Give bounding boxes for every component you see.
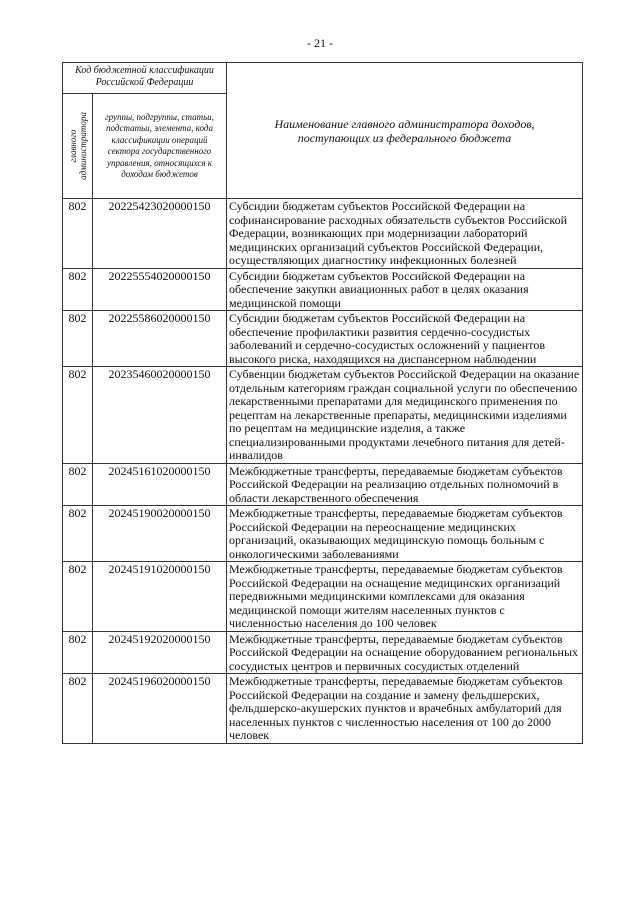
admin-code-cell: 802 <box>63 463 93 506</box>
admin-code-cell: 802 <box>63 674 93 744</box>
header-code-group: Код бюджетной классификации Российской Федерации <box>63 63 227 94</box>
table-row <box>63 674 583 744</box>
classification-code-cell: 20225586020000150 <box>93 311 227 367</box>
table-row <box>63 562 583 632</box>
classification-code-cell: 20245190020000150 <box>93 506 227 562</box>
income-name-cell: Межбюджетные трансферты, передаваемые бюджетам субъектов Российской Федерации на оснащение медицинских организаций передвижными медицинскими комплексами для оказания медицинской помощи жителям населенных пунктов с численностью населения до 100 человек <box>227 562 583 632</box>
header-name-text: Наименование главного администратора доходов, поступающих из федерального бюджета <box>274 116 535 145</box>
income-name-cell: Субсидии бюджетам субъектов Российской Федерации на обеспечение профилактики развития сердечно-сосудистых заболеваний и сердечно-сосудистых осложнений у пациентов высокого риска, находящихся на диспансерном наблюдении <box>227 311 583 367</box>
table-row <box>63 311 583 367</box>
table-body <box>63 199 583 744</box>
header-name-column <box>227 63 583 199</box>
admin-code-cell: 802 <box>63 268 93 311</box>
classification-code-cell: 20245191020000150 <box>93 562 227 632</box>
income-name-cell: Субвенции бюджетам субъектов Российской Федерации на оказание отдельным категориям граждан социальной услуги по обеспечению лекарственными препаратами для медицинского применения по рецептам на лекарственные препараты, медицинскими изделиями по рецептам на медицинские изделия, а также специализированными продуктами лечебного питания для детей-инвалидов <box>227 367 583 464</box>
admin-code-cell: 802 <box>63 367 93 464</box>
table-row <box>63 367 583 464</box>
table-row <box>63 506 583 562</box>
header-admin-text: главного администратора <box>67 112 88 180</box>
admin-code-cell: 802 <box>63 199 93 269</box>
income-name-cell: Межбюджетные трансферты, передаваемые бюджетам субъектов Российской Федерации на переоснащение медицинских организаций, оказывающих медицинскую помощь больным с онкологическими заболеваниями <box>227 506 583 562</box>
admin-code-cell: 802 <box>63 631 93 674</box>
income-name-cell: Межбюджетные трансферты, передаваемые бюджетам субъектов Российской Федерации на создание и замену фельдшерских, фельдшерско-акушерских пунктов и врачебных амбулаторий для населенных пунктов с численностью населения от 100 до 2000 человек <box>227 674 583 744</box>
classification-code-cell: 20245161020000150 <box>93 463 227 506</box>
admin-code-cell: 802 <box>63 311 93 367</box>
table-row <box>63 199 583 269</box>
income-name-cell: Субсидии бюджетам субъектов Российской Федерации на обеспечение закупки авиационных работ в целях оказания медицинской помощи <box>227 268 583 311</box>
classification-code-cell: 20225554020000150 <box>93 268 227 311</box>
classification-code-cell: 20225423020000150 <box>93 199 227 269</box>
table-row <box>63 631 583 674</box>
income-name-cell: Межбюджетные трансферты, передаваемые бюджетам субъектов Российской Федерации на оснащение оборудованием региональных сосудистых центров и первичных сосудистых отделений <box>227 631 583 674</box>
header-admin-column <box>63 94 93 199</box>
income-classification-table <box>62 62 583 744</box>
table-row <box>63 268 583 311</box>
page-number: - 21 - <box>307 36 333 50</box>
classification-code-cell: 20245192020000150 <box>93 631 227 674</box>
income-name-cell: Субсидии бюджетам субъектов Российской Федерации на софинансирование расходных обязательств субъектов Российской Федерации, возникающих при модернизации лабораторий медицинских организаций субъектов Российской Федерации, осуществляющих диагностику инфекционных болезней <box>227 199 583 269</box>
classification-code-cell: 20245196020000150 <box>93 674 227 744</box>
admin-code-cell: 802 <box>63 562 93 632</box>
classification-code-cell: 20235460020000150 <box>93 367 227 464</box>
income-name-cell: Межбюджетные трансферты, передаваемые бюджетам субъектов Российской Федерации на реализацию отдельных полномочий в области лекарственного обеспечения <box>227 463 583 506</box>
header-groups-column: группы, подгруппы, статьи, подстатьи, элемента, кода классификации операций сектора государственного управления, относящихся к доходам бюджетов <box>93 94 227 199</box>
admin-code-cell: 802 <box>63 506 93 562</box>
table-row <box>63 463 583 506</box>
